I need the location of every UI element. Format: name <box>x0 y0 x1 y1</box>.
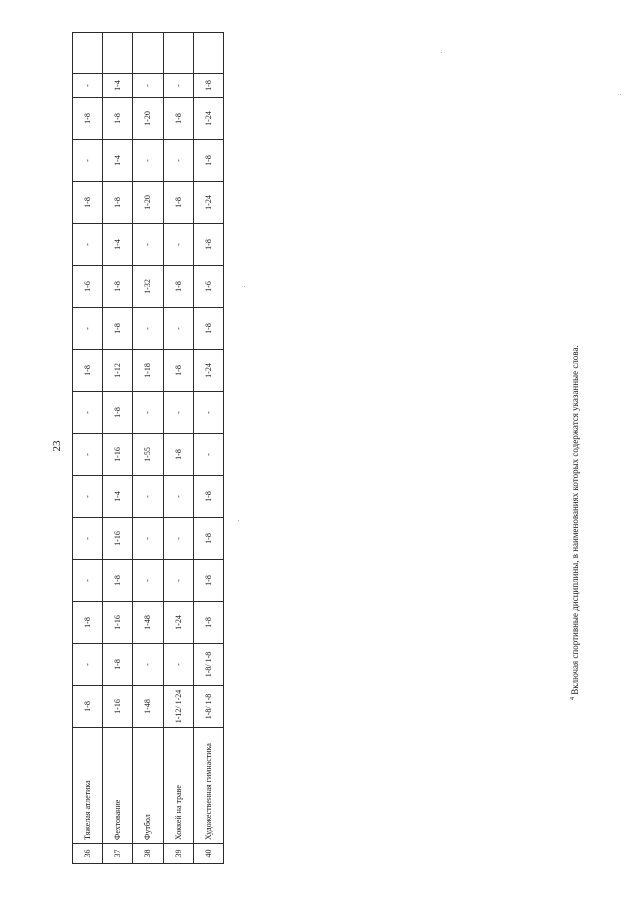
table-cell: 1-8 <box>103 98 133 140</box>
table-cell: - <box>73 224 103 266</box>
table-row <box>163 33 193 864</box>
table-cell: 1-6 <box>193 266 223 308</box>
table-cell: - <box>163 392 193 434</box>
table-cell: 1-8/ 1-8 <box>193 686 223 728</box>
table-cell: - <box>163 518 193 560</box>
table-cell: - <box>73 392 103 434</box>
table-cell: - <box>163 308 193 350</box>
table-cell: 1-8 <box>193 476 223 518</box>
row-number: 36 <box>73 844 103 864</box>
table-cell: 1-8 <box>193 602 223 644</box>
table-row <box>103 33 133 864</box>
table-cell: 1-12/ 1-24 <box>163 686 193 728</box>
table-cell: 1-8 <box>163 434 193 476</box>
table-cell: 1-55 <box>133 434 163 476</box>
sport-name: Художественная гимнастика <box>193 728 223 844</box>
row-number: 40 <box>193 844 223 864</box>
table-cell: - <box>163 560 193 602</box>
table-cell: 1-18 <box>133 350 163 392</box>
table-cell: 1-8 <box>103 392 133 434</box>
table-cell: - <box>133 476 163 518</box>
table-cell: 1-16 <box>103 602 133 644</box>
sport-name: Тяжелая атлетика <box>73 728 103 844</box>
table-cell: 1-48 <box>133 686 163 728</box>
table-cell: - <box>163 224 193 266</box>
table-cell: - <box>133 392 163 434</box>
table-cell: 1-8 <box>73 602 103 644</box>
sports-table-container <box>72 32 224 864</box>
table-row <box>73 33 103 864</box>
table-cell: 1-24 <box>193 98 223 140</box>
table-cell: 1-8 <box>193 308 223 350</box>
table-cell: - <box>73 476 103 518</box>
table-cell: 1-8/ 1-8 <box>193 644 223 686</box>
table-cell: 1-8 <box>193 560 223 602</box>
table-cell: 1-8 <box>73 350 103 392</box>
empty-cell <box>163 33 193 74</box>
scan-speck <box>238 520 239 521</box>
table-cell: - <box>73 644 103 686</box>
table-cell: 1-48 <box>133 602 163 644</box>
table-cell: 1-8 <box>73 686 103 728</box>
table-cell: 1-24 <box>163 602 193 644</box>
table-cell: - <box>133 140 163 182</box>
table-cell: 1-8 <box>163 182 193 224</box>
table-cell: - <box>133 518 163 560</box>
table-cell: 1-8 <box>103 560 133 602</box>
table-cell: 1-8 <box>73 182 103 224</box>
table-cell: - <box>73 308 103 350</box>
table-cell: 1-4 <box>103 140 133 182</box>
scan-speck <box>620 94 621 95</box>
table-cell: 1-24 <box>193 182 223 224</box>
table-cell: 1-4 <box>103 224 133 266</box>
sports-table <box>72 32 224 864</box>
footnote-text: Включая спортивные дисциплины, в наименованиях которых содержатся указанные слова. <box>570 345 580 695</box>
footnote-marker: 4 <box>570 697 576 700</box>
table-cell: 1-8 <box>163 266 193 308</box>
empty-cell <box>193 33 223 74</box>
empty-cell <box>133 33 163 74</box>
table-cell: - <box>133 308 163 350</box>
scan-speck <box>244 286 245 287</box>
table-cell: - <box>163 74 193 98</box>
table-cell: 1-6 <box>73 266 103 308</box>
table-cell: 1-16 <box>103 518 133 560</box>
table-cell: 1-4 <box>103 476 133 518</box>
table-cell: 1-24 <box>193 350 223 392</box>
table-cell: 1-16 <box>103 434 133 476</box>
table-cell: - <box>73 518 103 560</box>
row-number: 38 <box>133 844 163 864</box>
table-cell: 1-8 <box>193 224 223 266</box>
scan-speck <box>441 52 442 53</box>
row-number: 39 <box>163 844 193 864</box>
table-cell: - <box>193 392 223 434</box>
sport-name: Хоккей на траве <box>163 728 193 844</box>
empty-cell <box>73 33 103 74</box>
table-cell: - <box>73 74 103 98</box>
table-row <box>193 33 223 864</box>
table-cell: 1-20 <box>133 98 163 140</box>
sport-name: Футбол <box>133 728 163 844</box>
table-cell: 1-12 <box>103 350 133 392</box>
table-cell: 1-4 <box>103 74 133 98</box>
table-cell: - <box>73 434 103 476</box>
table-cell: 1-8 <box>193 74 223 98</box>
page-number: 23 <box>51 440 63 452</box>
table-cell: 1-32 <box>133 266 163 308</box>
table-cell: 1-8 <box>103 308 133 350</box>
table-cell: - <box>133 644 163 686</box>
table-cell: 1-20 <box>133 182 163 224</box>
table-cell: 1-8 <box>193 140 223 182</box>
table-cell: - <box>133 74 163 98</box>
table-cell: 1-16 <box>103 686 133 728</box>
table-cell: 1-8 <box>163 350 193 392</box>
table-cell: - <box>133 560 163 602</box>
table-cell: - <box>163 140 193 182</box>
table-cell: 1-8 <box>103 182 133 224</box>
table-cell: - <box>73 560 103 602</box>
row-number: 37 <box>103 844 133 864</box>
table-cell: 1-8 <box>103 644 133 686</box>
table-cell: - <box>193 434 223 476</box>
table-cell: - <box>163 476 193 518</box>
empty-cell <box>103 33 133 74</box>
table-cell: - <box>73 140 103 182</box>
table-cell: - <box>133 224 163 266</box>
table-row <box>133 33 163 864</box>
table-cell: 1-8 <box>193 518 223 560</box>
table-cell: - <box>163 644 193 686</box>
sport-name: Фехтование <box>103 728 133 844</box>
table-cell: 1-8 <box>73 98 103 140</box>
table-cell: 1-8 <box>103 266 133 308</box>
table-cell: 1-8 <box>163 98 193 140</box>
